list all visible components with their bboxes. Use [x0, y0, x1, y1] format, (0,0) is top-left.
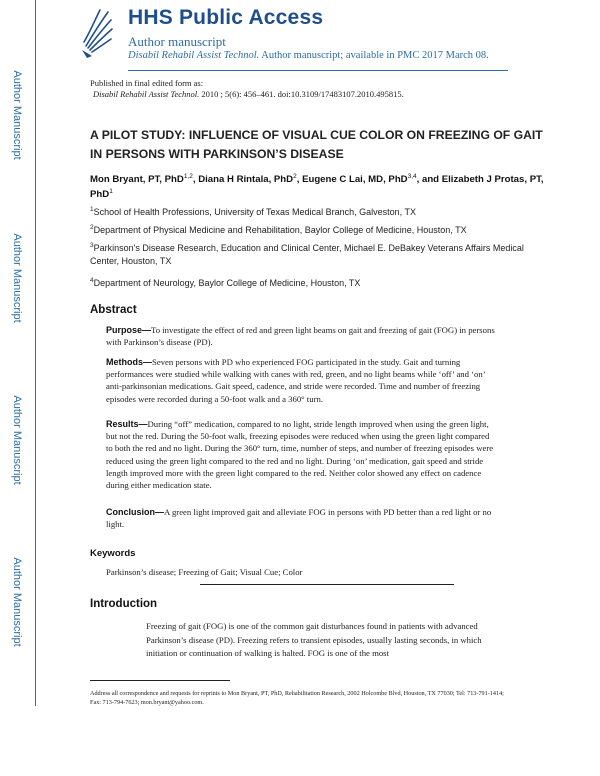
abstract-results: Results—During “off” medication, compared to no light, stride length improved when using the green light, but not the red. During the 50-foot walk, freezing episodes were reduced when using the green light compared to both the red and no light. During the 360° turn, time, number of steps, and number of freezing episodes were reduced using the green light compared to the red and no light. During ‘on’ medication, gait speed and stride length improved more with the green light compared to the red. Neither color showed any effect on cadence during either medication state.	[106, 419, 494, 491]
abstract-methods: Methods—Seven persons with PD who experienced FOG participated in the study. Gait and turning performances were studied while walking with canes with red, green, and no light beams while ‘off’ and ‘on’ anti-parkinsonian medications. Gait speed, cadence, and stride were recorded. Time and number of freezing episodes were recorded during a 50-foot walk and a 360° turn.	[106, 357, 485, 404]
hhs-header	[78, 6, 558, 66]
correspondence-footnote: Address all correspondence and requests for reprints to Mon Bryant, PT, PhD, Rehabilitation Research, 2002 Holcombe Blvd, Houston, TX 77030; Tel: 713-791-1414; Fax: 713-794-7623; mon.bryant@yahoo.com.	[90, 690, 504, 706]
keywords-list: Parkinson’s disease; Freezing of Gait; Visual Cue; Color	[106, 567, 303, 577]
hhs-eagle-logo-icon	[78, 6, 114, 58]
affiliation: $^3$Parkinson's Disease Research, Education and Clinical Center, Michael E. DeBakey Veterans Affairs Medical Center, Houston, TX	[90, 242, 524, 266]
introduction-heading: Introduction	[90, 598, 158, 610]
introduction-text: Freezing of gait (FOG) is one of the common gait disturbances found in patients with advanced Parkinson’s disease (PD). Freezing refers to transient episodes, usually lasting seconds, in which initiation or continuation of walking is halted. FOG is one of the most	[146, 621, 482, 658]
keywords-rule	[200, 584, 454, 585]
manuscript-type: Author manuscript	[128, 34, 226, 49]
footnote-rule	[90, 680, 230, 681]
affiliation: $^4$Department of Neurology, Baylor College of Medicine, Houston, TX	[90, 277, 361, 288]
journal-availability: Disabil Rehabil Assist Technol. Author manuscript; available in PMC 2017 March 08.	[128, 50, 489, 61]
author-manuscript-sidebar: Author Manuscript Author Manuscript Author Manuscript Author Manuscript	[11, 70, 23, 647]
abstract-purpose: Purpose—To investigate the effect of red and green light beams on gait and freezing of gait (FOG) in persons with Parkinson’s disease (PD).	[106, 325, 495, 348]
abstract-conclusion: Conclusion—A green light improved gait and alleviate FOG in persons with PD better than a red light or no light.	[106, 507, 492, 530]
affiliation: $^1$School of Health Professions, University of Texas Medical Branch, Galveston, TX	[90, 206, 416, 217]
author-list: Mon Bryant, PT, PhD$^{1,2}$, Diana H Rintala, PhD$^2$, Eugene C Lai, MD, PhD$^{3,4}$, and Elizabeth J Protas, PT, PhD$^1$	[90, 172, 544, 200]
hhs-title: HHS Public Access	[128, 6, 324, 29]
header-rule	[128, 70, 508, 71]
affiliation: $^2$Department of Physical Medicine and Rehabilitation, Baylor College of Medicine, Houston, TX	[90, 224, 467, 235]
keywords-heading: Keywords	[90, 548, 136, 559]
paper-title: A PILOT STUDY: INFLUENCE OF VISUAL CUE COLOR ON FREEZING OF GAIT IN PERSONS WITH PARKINSON’S DISEASE	[90, 128, 543, 161]
abstract-heading: Abstract	[90, 304, 137, 316]
sidebar-divider	[35, 0, 36, 706]
publication-info: Published in final edited form as: Disabil Rehabil Assist Technol. 2010 ; 5(6): 456–461. doi:10.3109/17483107.2010.495815.	[90, 78, 404, 99]
